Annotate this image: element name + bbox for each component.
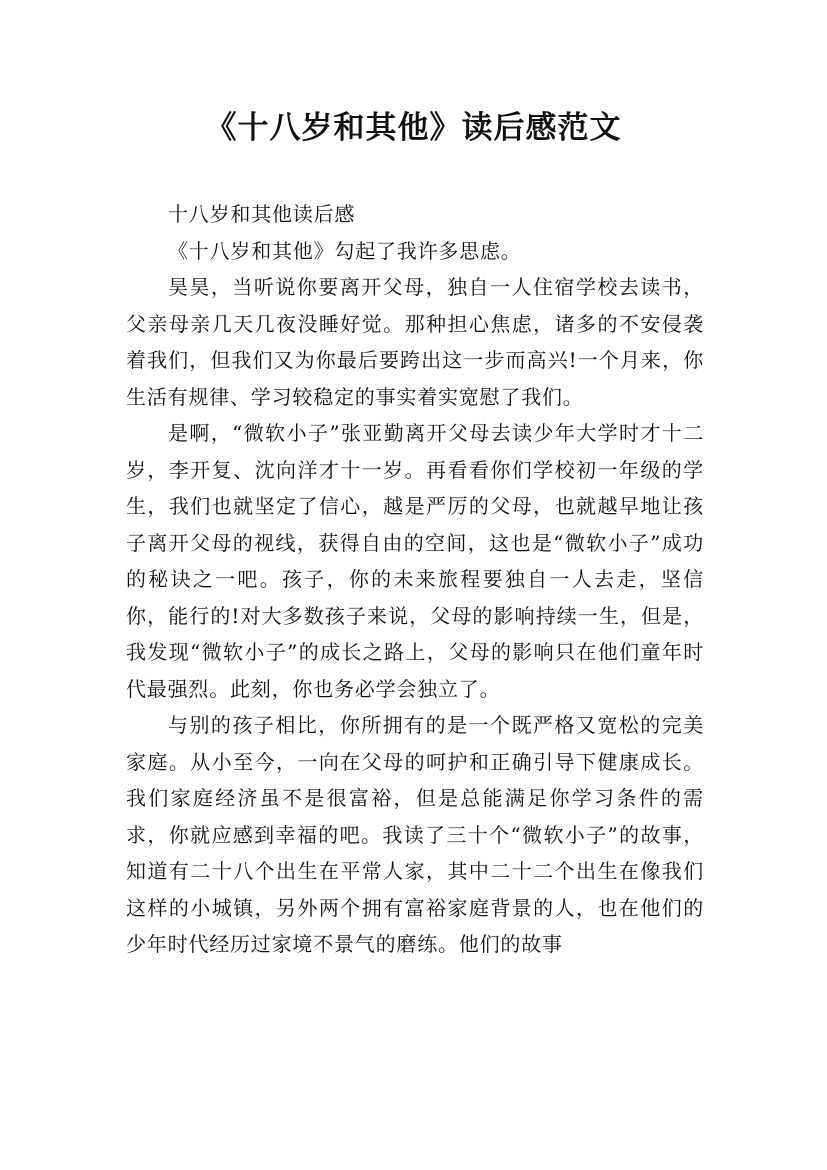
document-body: [126, 196, 704, 963]
paragraph: 与别的孩子相比，你所拥有的是一个既严格又宽松的完美家庭。从小至今，一向在父母的呵护和正确引导下健康成长。我们家庭经济虽不是很富裕，但是总能满足你学习条件的需求，你就应感到幸福的吧。我读了三十个“微软小子”的故事，知道有二十八个出生在平常人家，其中二十二个出生在像我们这样的小城镇，另外两个拥有富裕家庭背景的人，也在他们的少年时代经历过家境不景气的磨练。他们的故事: [126, 713, 704, 956]
paragraph: 是啊，“微软小子”张亚勤离开父母去读少年大学时才十二岁，李开复、沈向洋才十一岁。再看看你们学校初一年级的学生，我们也就坚定了信心，越是严厉的父母，也就越早地让孩子离开父母的视线，获得自由的空间，这也是“微软小子”成功的秘诀之一吧。孩子，你的未来旅程要独自一人去走，坚信你，能行的!对大多数孩子来说，父母的影响持续一生，但是，我发现“微软小子”的成长之路上，父母的影响只在他们童年时代最强烈。此刻，你也务必学会独立了。: [126, 421, 704, 701]
paragraph: 昊昊，当听说你要离开父母，独自一人住宿学校去读书，父亲母亲几天几夜没睡好觉。那种担心焦虑，诸多的不安侵袭着我们，但我们又为你最后要跨出这一步而高兴!一个月来，你生活有规律、学习较稳定的事实着实宽慰了我们。: [126, 275, 704, 409]
paragraph-intro: 《十八岁和其他》勾起了我许多思虑。: [168, 238, 522, 263]
document-title: 《十八岁和其他》读后感范文: [205, 110, 622, 146]
paragraph-subtitle: 十八岁和其他读后感: [168, 202, 356, 226]
